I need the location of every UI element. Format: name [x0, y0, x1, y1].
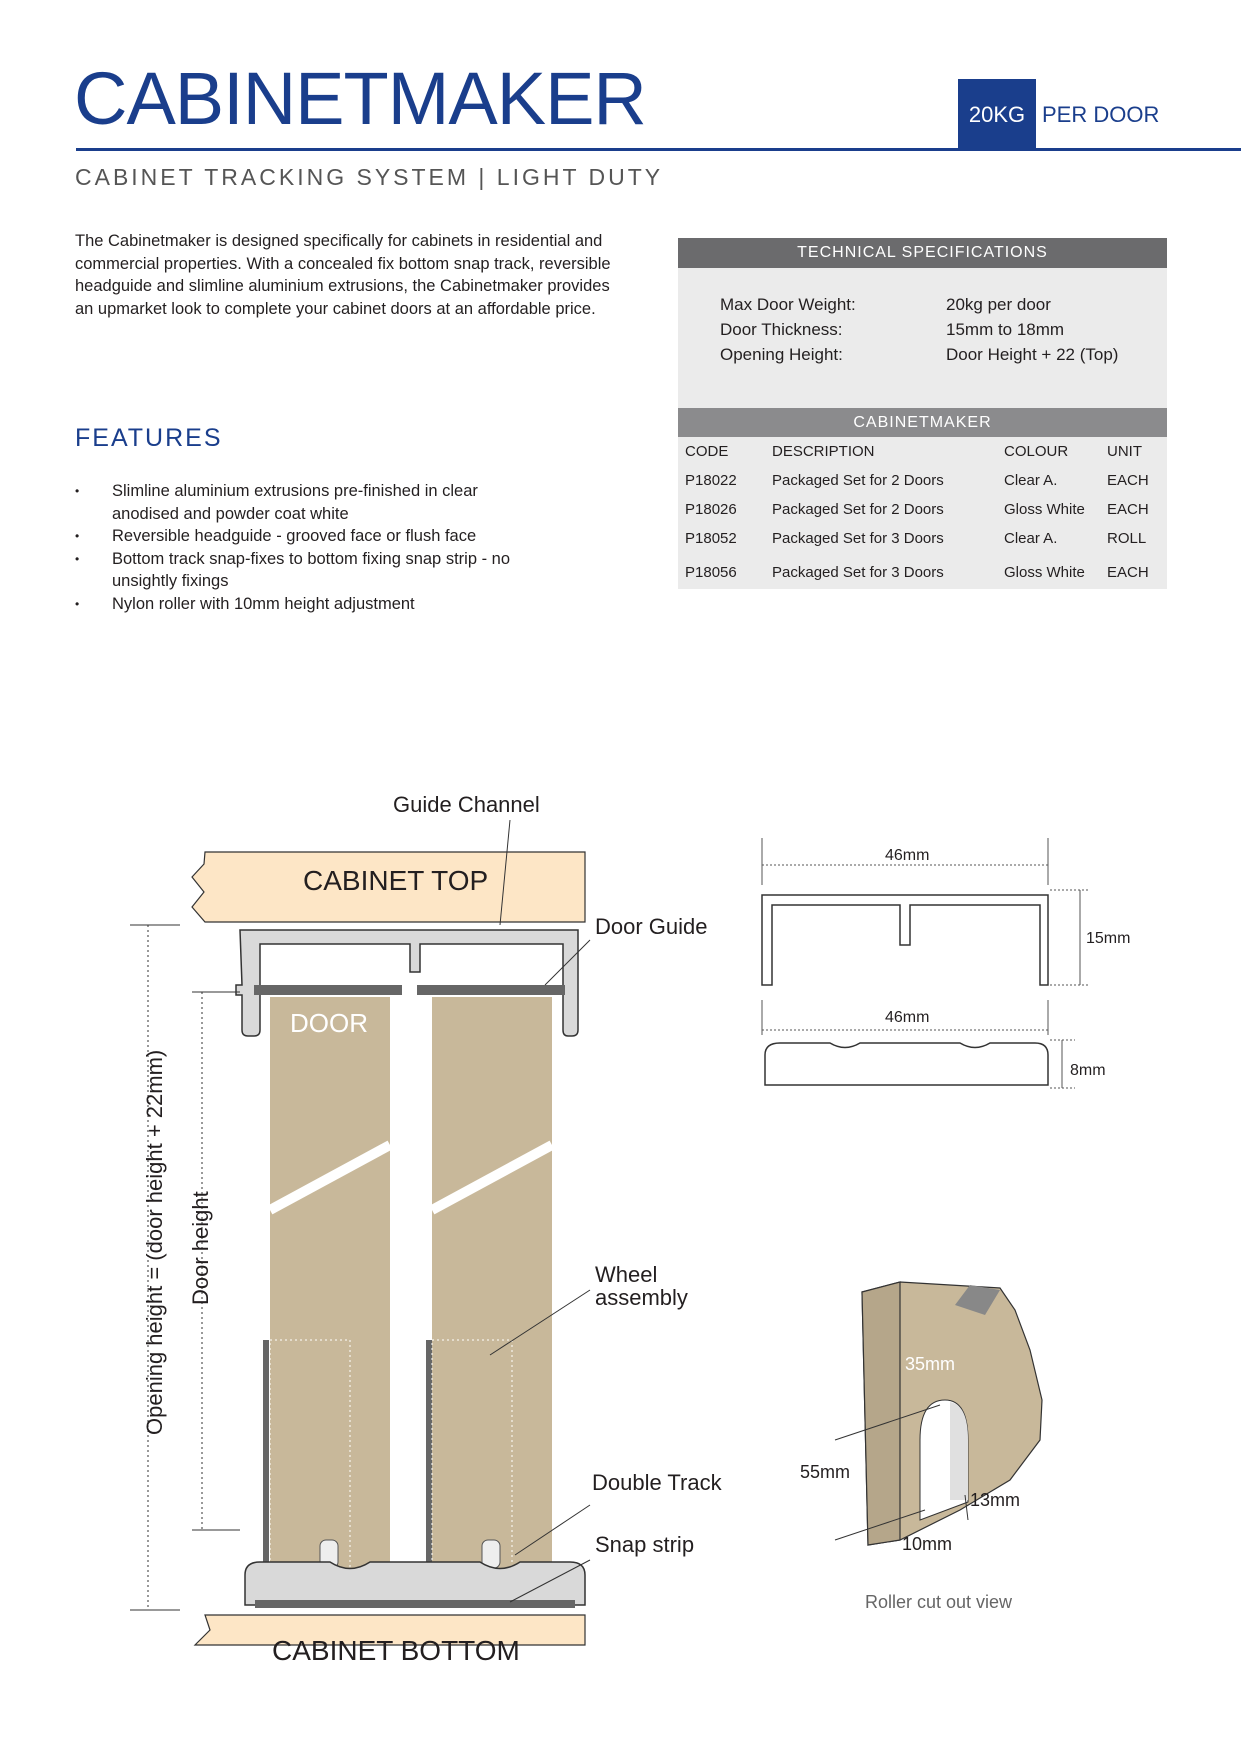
product-table [678, 437, 1167, 589]
table-cell: Packaged Set for 3 Doors [772, 564, 944, 581]
door-guide-label: Door Guide [595, 914, 708, 939]
spec-heading: TECHNICAL SPECIFICATIONS [678, 238, 1167, 268]
dimension-label: 55mm [800, 1462, 851, 1482]
spec-value: Door Height + 22 (Top) [946, 345, 1119, 364]
table-cell: Clear A. [1004, 530, 1058, 547]
table-cell: EACH [1107, 472, 1149, 489]
table-cell: Packaged Set for 2 Doors [772, 472, 944, 489]
dimension-label: 10mm [902, 1534, 953, 1554]
door-panel-left [270, 997, 390, 1580]
table-cell: P18056 [685, 564, 737, 581]
double-track-profile [245, 1562, 585, 1605]
cabinet-bottom-label: CABINET BOTTOM [272, 1635, 520, 1666]
spec-label: Max Door Weight: [720, 295, 856, 314]
door-label: DOOR [290, 1008, 368, 1038]
dimension-label: 13mm [970, 1490, 1021, 1510]
spec-label: Opening Height: [720, 345, 843, 364]
door-guide-strip-right [417, 985, 565, 995]
dimension-label: 35mm [905, 1354, 956, 1374]
table-cell: P18022 [685, 472, 737, 489]
table-cell: Gloss White [1004, 564, 1085, 581]
feature-item: • Nylon roller with 10mm height adjustment [75, 593, 545, 616]
column-header: UNIT [1107, 443, 1142, 460]
roller [482, 1540, 500, 1568]
table-cell: P18026 [685, 501, 737, 518]
column-header: COLOUR [1004, 443, 1069, 460]
table-cell: P18052 [685, 530, 737, 547]
wheel-assembly-label: Wheel [595, 1262, 658, 1287]
page-subtitle: CABINET TRACKING SYSTEM | LIGHT DUTY [75, 164, 664, 190]
wheel-bracket-left [263, 1340, 269, 1580]
dimension-label: 46mm [885, 847, 930, 864]
wheel-assembly-label: assembly [595, 1285, 688, 1310]
features-heading: FEATURES [75, 424, 223, 452]
snap-strip [255, 1600, 575, 1608]
double-track-label: Double Track [592, 1470, 722, 1495]
profile-drawings [740, 830, 1131, 1100]
dimension-label: 46mm [885, 1009, 930, 1026]
guide-channel-label: Guide Channel [393, 792, 540, 817]
door-edge-face [862, 1282, 900, 1545]
track-profile-drawing [765, 1043, 1048, 1085]
features-list [75, 480, 545, 615]
header-rule [76, 148, 1241, 151]
feature-item: • Bottom track snap-fixes to bottom fixing snap strip - no unsightly fixings [75, 548, 545, 593]
headguide-profile-drawing [762, 895, 1048, 985]
door-height-label: Door height [188, 1191, 213, 1305]
table-cell: Packaged Set for 3 Doors [772, 530, 944, 547]
feature-item: • Slimline aluminium extrusions pre-finished in clear anodised and powder coat white [75, 480, 545, 525]
door-panel-right [432, 997, 552, 1580]
spec-value: 15mm to 18mm [946, 320, 1065, 339]
table-cell: Gloss White [1004, 501, 1085, 518]
table-cell: EACH [1107, 564, 1149, 581]
cabinet-top-label: CABINET TOP [303, 865, 489, 896]
table-cell: Clear A. [1004, 472, 1058, 489]
spec-label: Door Thickness: [720, 320, 843, 339]
column-header: CODE [685, 443, 729, 460]
dimension-label: 15mm [1086, 930, 1131, 947]
table-cell: Packaged Set for 2 Doors [772, 501, 944, 518]
column-header: DESCRIPTION [772, 443, 875, 460]
opening-height-label: Opening height = (door height + 22mm) [142, 1049, 167, 1435]
intro-paragraph: The Cabinetmaker is designed specifically for cabinets in residential and commercial properties. With a concealed fix bottom snap track, reversible headguide and slimline aluminium extrusions, the Cabinetmaker provides an upmarket look to complete your cabinet doors at an affordable price. [75, 232, 611, 318]
dimension-label: 8mm [1070, 1062, 1106, 1079]
roller-cutout-drawing [790, 1270, 1080, 1560]
weight-badge-suffix: PER DOOR [1042, 102, 1160, 127]
weight-badge: 20KG [958, 79, 1036, 151]
feature-item: • Reversible headguide - grooved face or flush face [75, 525, 545, 548]
product-table-heading: CABINETMAKER [678, 408, 1167, 437]
door-guide-strip-left [254, 985, 402, 995]
table-cell: EACH [1107, 501, 1149, 518]
roller-cutout-caption: Roller cut out view [865, 1592, 1013, 1612]
wheel-bracket-right [426, 1340, 432, 1580]
page-title: CABINETMAKER [74, 57, 646, 140]
snap-strip-label: Snap strip [595, 1532, 695, 1557]
assembly-diagram [0, 780, 740, 1666]
spec-value: 20kg per door [946, 295, 1051, 314]
table-cell: ROLL [1107, 530, 1147, 547]
